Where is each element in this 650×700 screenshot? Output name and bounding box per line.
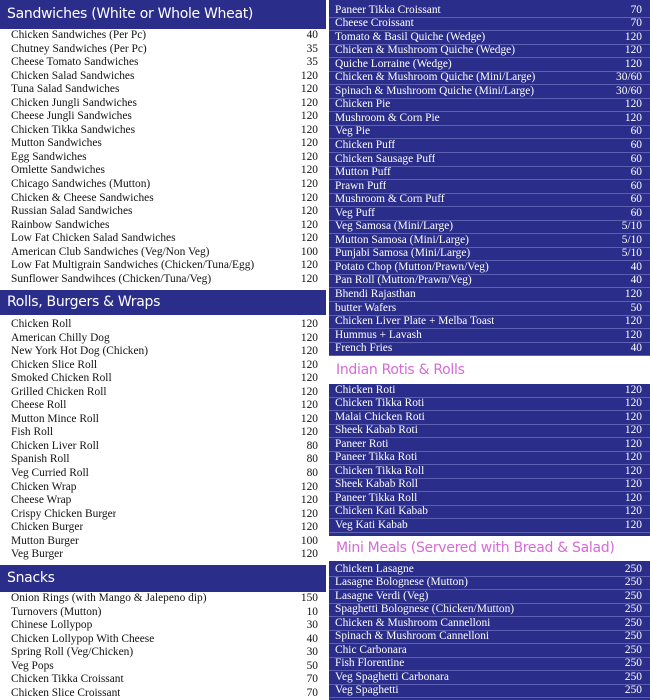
- menu-item-row: [329, 631, 650, 645]
- menu-item-price: 120: [624, 44, 642, 57]
- menu-item-price: 120: [300, 205, 318, 218]
- menu-item-row: [0, 232, 326, 246]
- menu-item-price: 60: [630, 152, 642, 165]
- menu-item-price: 60: [630, 206, 642, 219]
- menu-item-name: Chicken Pie: [335, 98, 391, 111]
- menu-item-row: [329, 465, 650, 479]
- menu-item-name: Chicken Slice Roll: [11, 358, 98, 371]
- menu-item-price: 80: [306, 439, 318, 452]
- menu-item-row: [329, 302, 650, 316]
- menu-item-price: 100: [300, 534, 318, 547]
- menu-item-price: 100: [300, 245, 318, 258]
- menu-item-price: 250: [624, 616, 642, 629]
- menu-item-row: [329, 519, 650, 533]
- menu-item-name: Tuna Salad Sandwiches: [11, 83, 120, 96]
- menu-item-price: 120: [300, 345, 318, 358]
- menu-item-row: [329, 452, 650, 466]
- menu-item-name: Veg Samosa (Mini/Large): [335, 220, 454, 233]
- menu-item-price: 120: [300, 480, 318, 493]
- menu-item-price: 250: [624, 576, 642, 589]
- menu-item-name: Cheese Jungli Sandwiches: [11, 110, 132, 123]
- menu-item-price: 120: [300, 412, 318, 425]
- menu-item-row: [329, 671, 650, 685]
- menu-item-price: 60: [630, 125, 642, 138]
- menu-item-row: [0, 192, 326, 206]
- menu-item-name: Chicken Sausage Puff: [335, 152, 436, 165]
- menu-item-row: [329, 234, 650, 248]
- menu-item-name: Mutton Samosa (Mini/Large): [335, 233, 469, 246]
- menu-item-row: [329, 644, 650, 658]
- menu-item-price: 10: [306, 605, 318, 618]
- menu-item-row: [0, 318, 326, 332]
- menu-item-price: 120: [300, 358, 318, 371]
- menu-item-row: [0, 633, 326, 647]
- menu-item-name: New York Hot Dog (Chicken): [11, 345, 148, 358]
- menu-item-name: Sunflower Sandwihces (Chicken/Tuna/Veg): [11, 272, 212, 285]
- menu-item-price: 40: [306, 29, 318, 41]
- menu-item-row: [329, 398, 650, 412]
- menu-item-row: [329, 288, 650, 302]
- menu-item-row: [329, 18, 650, 32]
- indian-rotis-list: [329, 384, 650, 536]
- menu-item-price: 80: [306, 453, 318, 466]
- menu-item-row: [0, 372, 326, 386]
- menu-item-name: Veg Pie: [335, 125, 371, 138]
- menu-item-name: Chicken Roti: [335, 383, 396, 396]
- menu-item-name: Fish Florentine: [335, 657, 405, 670]
- menu-item-price: 120: [300, 96, 318, 109]
- menu-item-name: Cheese Tomato Sandwiches: [11, 56, 139, 69]
- menu-item-price: 80: [306, 467, 318, 480]
- menu-item-row: [329, 384, 650, 398]
- menu-item-name: Cheese Wrap: [11, 494, 72, 507]
- menu-item-row: [329, 139, 650, 153]
- menu-item-name: Paneer Tikka Roti: [335, 451, 418, 464]
- menu-item-name: Chicken Roll: [11, 318, 72, 330]
- menu-item-row: [0, 606, 326, 620]
- menu-item-row: [329, 72, 650, 86]
- menu-item-price: 250: [624, 670, 642, 683]
- menu-item-name: Low Fat Chicken Salad Sandwiches: [11, 232, 176, 245]
- menu-item-name: Chicken Wrap: [11, 480, 77, 493]
- menu-item-name: Chicken Tikka Roti: [335, 397, 425, 410]
- menu-item-price: 120: [300, 123, 318, 136]
- menu-item-name: Chicken & Cheese Sandwiches: [11, 191, 154, 204]
- menu-item-name: Veg Spaghetti: [335, 684, 399, 697]
- menu-item-name: Prawn Puff: [335, 179, 387, 192]
- menu-item-name: Pan Roll (Mutton/Prawn/Veg): [335, 274, 472, 287]
- menu-item-row: [329, 248, 650, 262]
- section-title-indian-rotis: Indian Rotis & Rolls: [329, 356, 650, 384]
- menu-item-price: 60: [630, 179, 642, 192]
- right-column: [329, 0, 650, 700]
- menu-item-price: 120: [624, 287, 642, 300]
- section-title-sandwiches: Sandwiches (White or Whole Wheat): [0, 0, 326, 29]
- menu-item-name: Rainbow Sandwiches: [11, 218, 110, 231]
- menu-item-name: Malai Chicken Roti: [335, 410, 425, 423]
- sandwiches-list: [0, 29, 326, 290]
- menu-item-price: 40: [306, 632, 318, 645]
- menu-item-row: [329, 45, 650, 59]
- menu-item-row: [329, 153, 650, 167]
- menu-item-row: [329, 261, 650, 275]
- menu-item-row: [329, 275, 650, 289]
- menu-item-name: Cheese Croissant: [335, 17, 414, 30]
- menu-item-name: Veg Spaghetti Carbonara: [335, 670, 449, 683]
- menu-item-name: Veg Curried Roll: [11, 467, 89, 480]
- menu-item-row: [0, 332, 326, 346]
- menu-item-row: [0, 453, 326, 467]
- menu-item-name: Veg Burger: [11, 548, 63, 561]
- section-title-snacks: Snacks: [0, 565, 326, 592]
- menu-item-price: 120: [624, 315, 642, 328]
- menu-item-row: [329, 207, 650, 221]
- menu-item-name: Mutton Sandwiches: [11, 137, 102, 150]
- menu-item-name: Grilled Chicken Roll: [11, 385, 107, 398]
- menu-item-name: Chicken Lollypop With Cheese: [11, 632, 155, 645]
- menu-item-price: 5/10: [621, 233, 642, 246]
- section-title-mini-meals: Mini Meals (Servered with Bread & Salad): [329, 536, 650, 561]
- menu-item-row: [0, 481, 326, 495]
- menu-item-row: [0, 440, 326, 454]
- menu-item-name: Turnovers (Mutton): [11, 605, 102, 618]
- section-title-rolls: Rolls, Burgers & Wraps: [0, 290, 326, 315]
- menu-item-price: 120: [624, 478, 642, 491]
- menu-item-price: 120: [624, 98, 642, 111]
- menu-item-price: 120: [300, 494, 318, 507]
- menu-item-name: Chicken Slice Croissant: [11, 686, 121, 699]
- menu-item-name: Chicken Liver Plate + Melba Toast: [335, 315, 495, 328]
- menu-item-row: [329, 180, 650, 194]
- menu-item-price: 60: [630, 138, 642, 151]
- menu-item-name: Mutton Puff: [335, 166, 391, 179]
- menu-item-price: 60: [630, 193, 642, 206]
- menu-item-row: [329, 577, 650, 591]
- menu-item-price: 120: [300, 272, 318, 285]
- menu-item-price: 120: [624, 464, 642, 477]
- menu-item-name: Paneer Tikka Croissant: [335, 3, 441, 16]
- menu-item-price: 35: [306, 56, 318, 69]
- menu-item-price: 120: [300, 385, 318, 398]
- menu-item-name: butter Wafers: [335, 301, 397, 314]
- menu-item-price: 120: [300, 548, 318, 561]
- menu-item-price: 250: [624, 603, 642, 616]
- menu-item-name: Veg Pops: [11, 659, 54, 672]
- menu-item-price: 120: [300, 426, 318, 439]
- menu-item-name: Chicken Lasagne: [335, 562, 414, 575]
- menu-item-price: 60: [630, 166, 642, 179]
- menu-item-name: Mutton Mince Roll: [11, 412, 99, 425]
- menu-item-row: [329, 479, 650, 493]
- menu-item-price: 30/60: [616, 84, 642, 97]
- menu-item-row: [329, 343, 650, 357]
- menu-item-row: [0, 110, 326, 124]
- snacks-list: [0, 592, 326, 700]
- menu-item-name: Mushroom & Corn Puff: [335, 193, 445, 206]
- menu-item-name: Tomato & Basil Quiche (Wedge): [335, 30, 486, 43]
- menu-item-price: 120: [300, 164, 318, 177]
- mini-meals-list: [329, 561, 650, 700]
- menu-item-price: 120: [624, 328, 642, 341]
- menu-item-price: 120: [624, 437, 642, 450]
- menu-item-row: [0, 56, 326, 70]
- menu-item-price: 70: [306, 673, 318, 686]
- menu-item-name: Chicken Puff: [335, 138, 396, 151]
- menu-item-name: Chicken Liver Roll: [11, 439, 99, 452]
- menu-item-price: 250: [624, 562, 642, 575]
- menu-item-row: [0, 124, 326, 138]
- menu-item-price: 120: [624, 491, 642, 504]
- menu-item-row: [0, 345, 326, 359]
- menu-item-name: Russian Salad Sandwiches: [11, 205, 133, 218]
- menu-item-price: 250: [624, 684, 642, 697]
- menu-item-price: 120: [300, 259, 318, 272]
- menu-item-row: [0, 673, 326, 687]
- menu-item-price: 120: [300, 372, 318, 385]
- menu-item-name: Bhendi Rajasthan: [335, 287, 416, 300]
- menu-item-row: [0, 521, 326, 535]
- menu-item-price: 150: [300, 592, 318, 604]
- menu-item-price: 120: [300, 83, 318, 96]
- menu-item-name: Lasagne Verdi (Veg): [335, 589, 429, 602]
- menu-item-name: Chicken & Mushroom Cannelloni: [335, 616, 491, 629]
- menu-item-row: [329, 438, 650, 452]
- menu-item-row: [0, 259, 326, 273]
- menu-item-row: [0, 548, 326, 562]
- menu-item-price: 30: [306, 646, 318, 659]
- menu-item-price: 120: [300, 521, 318, 534]
- menu-item-name: Potato Chop (Mutton/Prawn/Veg): [335, 260, 489, 273]
- menu-item-row: [329, 506, 650, 520]
- menu-item-name: Chicken & Mushroom Quiche (Wedge): [335, 44, 516, 57]
- menu-item-name: Smoked Chicken Roll: [11, 372, 112, 385]
- menu-item-row: [0, 646, 326, 660]
- menu-item-row: [329, 167, 650, 181]
- menu-item-row: [0, 151, 326, 165]
- menu-item-price: 120: [300, 318, 318, 330]
- menu-item-row: [329, 563, 650, 577]
- menu-item-row: [329, 112, 650, 126]
- menu-item-row: [329, 617, 650, 631]
- menu-item-name: Paneer Tikka Roll: [335, 491, 418, 504]
- menu-item-name: Egg Sandwiches: [11, 150, 87, 163]
- menu-item-row: [0, 164, 326, 178]
- menu-item-price: 120: [300, 399, 318, 412]
- menu-item-name: Chicken Jungli Sandwiches: [11, 96, 137, 109]
- menu-item-row: [0, 273, 326, 287]
- menu-item-price: 120: [624, 505, 642, 518]
- menu-item-price: 70: [306, 686, 318, 699]
- menu-item-row: [0, 687, 326, 700]
- menu-item-row: [0, 413, 326, 427]
- menu-item-name: Fish Roll: [11, 426, 54, 439]
- menu-item-name: Veg Puff: [335, 206, 375, 219]
- menu-item-price: 120: [300, 331, 318, 344]
- menu-item-name: Chicken Tikka Roll: [335, 464, 425, 477]
- menu-item-price: 250: [624, 589, 642, 602]
- menu-item-price: 120: [300, 232, 318, 245]
- menu-item-price: 120: [300, 178, 318, 191]
- menu-item-row: [0, 386, 326, 400]
- menu-item-price: 120: [300, 137, 318, 150]
- menu-item-name: Lasagne Bolognese (Mutton): [335, 576, 468, 589]
- menu-item-price: 120: [300, 150, 318, 163]
- menu-item-name: Chicken & Mushroom Quiche (Mini/Large): [335, 71, 536, 84]
- menu-item-row: [0, 359, 326, 373]
- menu-item-name: Punjabi Samosa (Mini/Large): [335, 247, 471, 260]
- menu-item-name: Spinach & Mushroom Quiche (Mini/Large): [335, 84, 535, 97]
- menu-item-name: Chicken Salad Sandwiches: [11, 69, 135, 82]
- menu-item-row: [0, 97, 326, 111]
- menu-item-price: 120: [624, 397, 642, 410]
- menu-item-price: 250: [624, 643, 642, 656]
- menu-item-row: [329, 492, 650, 506]
- menu-item-row: [329, 126, 650, 140]
- menu-item-price: 40: [630, 260, 642, 273]
- menu-item-price: 30: [306, 619, 318, 632]
- menu-item-name: Chutney Sandwiches (Per Pc): [11, 42, 147, 55]
- menu-item-row: [0, 219, 326, 233]
- menu-item-price: 120: [300, 110, 318, 123]
- menu-item-row: [0, 178, 326, 192]
- menu-item-row: [0, 43, 326, 57]
- menu-item-row: [0, 70, 326, 84]
- menu-item-price: 5/10: [621, 220, 642, 233]
- menu-item-row: [0, 399, 326, 413]
- menu-item-name: Spinach & Mushroom Cannelloni: [335, 630, 490, 643]
- menu-item-price: 120: [624, 518, 642, 531]
- menu-item-row: [0, 205, 326, 219]
- menu-item-price: 120: [300, 218, 318, 231]
- menu-item-row: [0, 246, 326, 260]
- menu-item-price: 120: [624, 111, 642, 124]
- menu-item-row: [0, 494, 326, 508]
- menu-item-row: [329, 99, 650, 113]
- menu-item-price: 120: [300, 191, 318, 204]
- menu-item-price: 40: [630, 342, 642, 355]
- menu-item-name: Paneer Roti: [335, 437, 389, 450]
- menu-item-name: Omlette Sandwiches: [11, 164, 105, 177]
- menu-item-row: [329, 58, 650, 72]
- menu-item-price: 70: [630, 17, 642, 30]
- menu-item-row: [0, 426, 326, 440]
- menu-item-row: [329, 658, 650, 672]
- menu-item-row: [0, 619, 326, 633]
- menu-item-row: [0, 29, 326, 43]
- menu-item-name: American Chilly Dog: [11, 331, 110, 344]
- menu-item-name: Chic Carbonara: [335, 643, 407, 656]
- menu-item-price: 70: [630, 3, 642, 16]
- rolls-list: [0, 315, 326, 565]
- menu-item-price: 120: [624, 410, 642, 423]
- menu-item-name: Low Fat Multigrain Sandwiches (Chicken/Tuna/Egg): [11, 259, 255, 272]
- menu-item-row: [329, 590, 650, 604]
- snacks-continued-list: [329, 0, 650, 356]
- menu-item-price: 250: [624, 657, 642, 670]
- menu-item-row: [329, 85, 650, 99]
- menu-item-row: [329, 411, 650, 425]
- menu-item-price: 5/10: [621, 247, 642, 260]
- menu-item-row: [329, 194, 650, 208]
- menu-item-name: Quiche Lorraine (Wedge): [335, 57, 452, 70]
- menu-item-row: [0, 467, 326, 481]
- menu-item-name: Hummus + Lavash: [335, 328, 422, 341]
- menu-item-row: [329, 316, 650, 330]
- menu-item-price: 35: [306, 42, 318, 55]
- menu-item-name: French Fries: [335, 342, 393, 355]
- menu-item-name: Spring Roll (Veg/Chicken): [11, 646, 134, 659]
- menu-item-row: [0, 592, 326, 606]
- menu-item-row: [329, 604, 650, 618]
- menu-item-price: 50: [306, 659, 318, 672]
- menu-item-name: Sheek Kabab Roll: [335, 478, 418, 491]
- menu-item-name: Cheese Roll: [11, 399, 67, 412]
- menu-item-name: Crispy Chicken Burger: [11, 507, 117, 520]
- menu-item-name: Sheek Kabab Roti: [335, 424, 418, 437]
- menu-item-price: 40: [630, 274, 642, 287]
- menu-item-row: [329, 685, 650, 699]
- menu-item-row: [329, 425, 650, 439]
- menu-item-name: Spaghetti Bolognese (Chicken/Mutton): [335, 603, 515, 616]
- menu-item-name: Mutton Burger: [11, 534, 79, 547]
- menu-item-price: 120: [624, 451, 642, 464]
- menu-item-row: [329, 31, 650, 45]
- menu-item-price: 120: [300, 69, 318, 82]
- menu-item-price: 120: [624, 57, 642, 70]
- menu-item-row: [0, 83, 326, 97]
- menu-item-price: 120: [624, 30, 642, 43]
- menu-item-row: [0, 535, 326, 549]
- menu-item-price: 120: [624, 383, 642, 396]
- menu-item-name: Chicken Sandwiches (Per Pc): [11, 29, 147, 41]
- menu-item-price: 250: [624, 630, 642, 643]
- menu-item-price: 30/60: [616, 71, 642, 84]
- menu-item-name: Chicken Kati Kabab: [335, 505, 428, 518]
- menu-item-name: Chinese Lollypop: [11, 619, 93, 632]
- menu-item-row: [329, 329, 650, 343]
- menu-item-row: [329, 4, 650, 18]
- menu-item-name: Spanish Roll: [11, 453, 70, 466]
- menu-item-name: Chicken Tikka Croissant: [11, 673, 124, 686]
- menu-item-row: [0, 660, 326, 674]
- menu-item-name: Chicago Sandwiches (Mutton): [11, 178, 151, 191]
- menu-item-row: [0, 508, 326, 522]
- menu-item-name: Mushroom & Corn Pie: [335, 111, 440, 124]
- menu-item-price: 50: [630, 301, 642, 314]
- menu-item-name: Chicken Tikka Sandwiches: [11, 123, 136, 136]
- menu-item-name: Chicken Burger: [11, 521, 84, 534]
- menu-item-price: 120: [624, 424, 642, 437]
- menu-item-row: [0, 137, 326, 151]
- menu-item-name: Onion Rings (with Mango & Jalepeno dip): [11, 592, 207, 604]
- menu-item-price: 120: [300, 507, 318, 520]
- menu-item-name: American Club Sandwiches (Veg/Non Veg): [11, 245, 210, 258]
- menu-item-name: Veg Kati Kabab: [335, 518, 408, 531]
- menu-item-row: [329, 221, 650, 235]
